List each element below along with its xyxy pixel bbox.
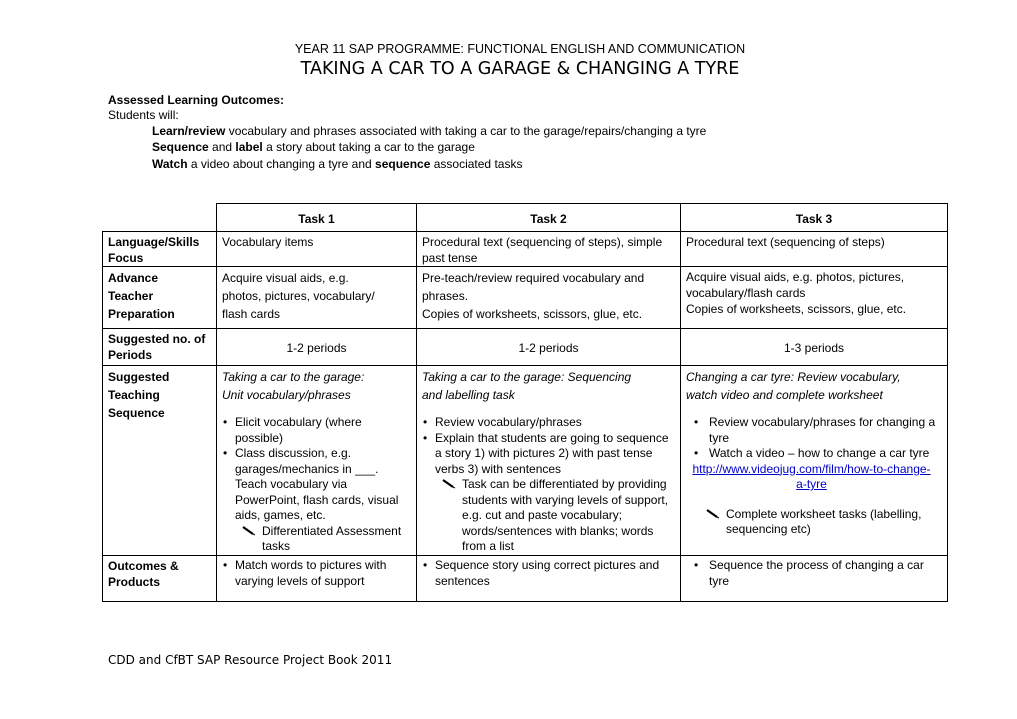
teaching-task2: Taking a car to the garage: Sequencing and labelling task • Review vocabulary/phrases • Explain that students are going to sequence a story 1) with pictures 2) with past tense verbs 3) with sentences Task can be differentiated by providing students with varying levels of support, e.g. cut and paste vocabulary; words/sentences with blanks; words from a list bbox=[417, 366, 681, 556]
outcomes-heading: Assessed Learning Outcomes: bbox=[108, 93, 285, 107]
outcomes-task2 bbox=[417, 556, 681, 602]
task3-header: Task 3 bbox=[681, 204, 948, 232]
lesson-plan-table bbox=[102, 203, 948, 602]
teaching-task3: Changing a car tyre: Review vocabulary, watch video and complete worksheet • Review vocabulary/phrases for changing a tyre • Watch a video – how to change a car tyre http://www.videojug.com/film/how-to-change-a-tyre Complete worksheet tasks (labelling, sequencing etc) bbox=[681, 366, 948, 556]
table-row bbox=[103, 267, 948, 329]
list-item: Task can be differentiated by providing students with varying levels of support, e.g. cut and paste vocabulary; words/sentences with blanks; words from a list bbox=[422, 477, 675, 555]
table-row bbox=[103, 556, 948, 602]
language-task3: Procedural text (sequencing of steps) bbox=[681, 232, 948, 267]
outcome-item: Sequence and label a story about taking a car to the garage bbox=[152, 140, 475, 154]
periods-task3: 1-3 periods bbox=[681, 329, 948, 366]
list-item: Differentiated Assessment tasks bbox=[222, 524, 411, 555]
task2-header: Task 2 bbox=[417, 204, 681, 232]
outcomes-intro: Students will: bbox=[108, 108, 179, 122]
programme-heading: YEAR 11 SAP PROGRAMME: FUNCTIONAL ENGLISH AND COMMUNICATION bbox=[294, 42, 746, 56]
table-row bbox=[103, 329, 948, 366]
list-item: • Match words to pictures with varying levels of support bbox=[223, 558, 387, 588]
list-item: • Watch a video – how to change a car tyre bbox=[694, 446, 930, 460]
table-row bbox=[103, 366, 948, 556]
row-label-language: Language/Skills Focus bbox=[103, 232, 217, 267]
prep-task1: Acquire visual aids, e.g. photos, pictures, vocabulary/ flash cards bbox=[217, 267, 417, 329]
pencil-icon bbox=[442, 479, 456, 489]
list-item: • Elicit vocabulary (where possible) bbox=[223, 415, 362, 445]
teaching-task1: Taking a car to the garage: Unit vocabulary/phrases • Elicit vocabulary (where possible) • Class discussion, e.g. garages/mechanics in ___. Teach vocabulary via PowerPoint, flash cards, visual aids, games, etc. Differentiated Assessment tasks bbox=[217, 366, 417, 556]
pencil-icon bbox=[242, 526, 256, 536]
prep-task2: Pre-teach/review required vocabulary and phrases. Copies of worksheets, scissors, glue, etc. bbox=[417, 267, 681, 329]
list-item: • Explain that students are going to sequence a story 1) with pictures 2) with past tense verbs 3) with sentences bbox=[423, 430, 669, 476]
row-label-preparation: Advance Teacher Preparation bbox=[103, 267, 217, 329]
row-label-teaching: Suggested Teaching Sequence bbox=[103, 366, 217, 556]
outcomes-task1 bbox=[217, 556, 417, 602]
list-item: • Review vocabulary/phrases bbox=[423, 415, 582, 429]
outcomes-task3 bbox=[681, 556, 948, 602]
outcome-item: Watch a video about changing a tyre and sequence associated tasks bbox=[152, 157, 523, 171]
list-item: • Class discussion, e.g. garages/mechanics in ___. Teach vocabulary via PowerPoint, flash cards, visual aids, games, etc. bbox=[223, 446, 399, 522]
list-item: Complete worksheet tasks (labelling, sequencing etc) bbox=[686, 507, 942, 538]
list-item: • Sequence story using correct pictures and sentences bbox=[423, 558, 660, 588]
table-row bbox=[103, 232, 948, 267]
page-title: TAKING A CAR TO A GARAGE & CHANGING A TYRE bbox=[300, 59, 740, 79]
outcome-item: Learn/review vocabulary and phrases associated with taking a car to the garage/repairs/changing a tyre bbox=[152, 124, 707, 138]
video-link[interactable]: http://www.videojug.com/film/how-to-change-a-tyre bbox=[692, 461, 931, 491]
list-item: • Sequence the process of changing a car tyre bbox=[694, 558, 924, 588]
language-task2: Procedural text (sequencing of steps), simple past tense bbox=[417, 232, 681, 267]
table-header-row bbox=[103, 204, 948, 232]
row-label-outcomes: Outcomes & Products bbox=[103, 556, 217, 602]
task1-header: Task 1 bbox=[217, 204, 417, 232]
language-task1: Vocabulary items bbox=[217, 232, 417, 267]
page-footer: CDD and CfBT SAP Resource Project Book 2011 bbox=[108, 653, 393, 667]
periods-task2: 1-2 periods bbox=[417, 329, 681, 366]
prep-task3: Acquire visual aids, e.g. photos, pictures, vocabulary/flash cards Copies of worksheets, scissors, glue, etc. bbox=[681, 267, 948, 329]
periods-task1: 1-2 periods bbox=[217, 329, 417, 366]
blank-cell bbox=[103, 204, 217, 232]
pencil-icon bbox=[706, 509, 720, 519]
row-label-periods: Suggested no. of Periods bbox=[103, 329, 217, 366]
list-item: • Review vocabulary/phrases for changing a tyre bbox=[694, 415, 936, 445]
